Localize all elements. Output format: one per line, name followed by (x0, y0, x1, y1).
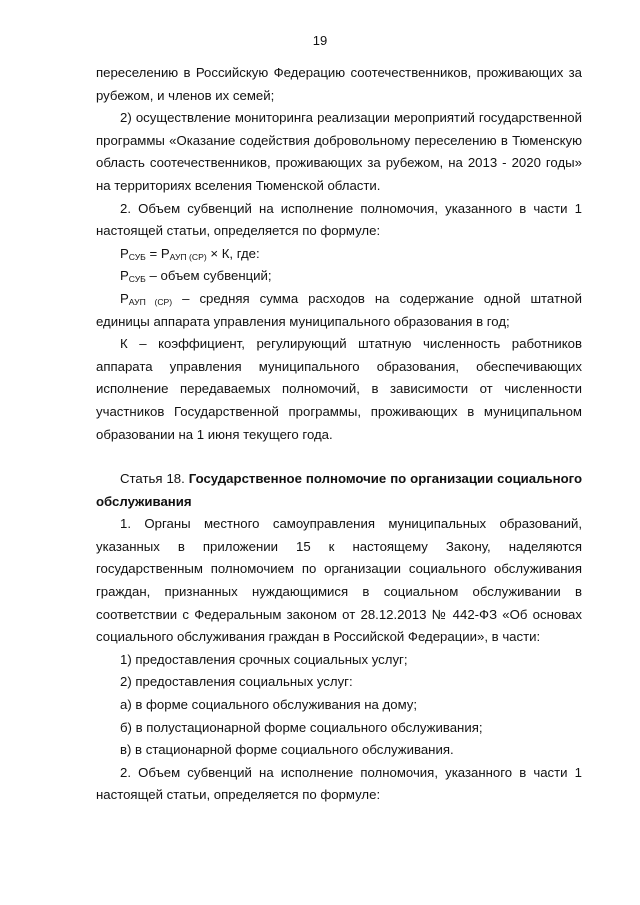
article-heading (96, 468, 582, 513)
list-item: в) в стационарной форме социального обслуживания. (120, 742, 454, 758)
list-item: а) в форме социального обслуживания на дому; (120, 697, 418, 713)
article-paragraph-1: 1. Органы местного самоуправления муниципальных образований, указанных в приложении 15 к настоящему Закону, наделяются государственным полномочием по организации социального обслуживания граждан, признанных нуждающимися в социальном обслуживании в соответствии с Федеральным законом от 28.12.2013 № 442-ФЗ «Об основах социального обслуживания граждан в Российской Федерации», в части: (96, 516, 582, 645)
list-item: б) в полустационарной форме социального обслуживания; (120, 719, 483, 735)
document-body (96, 62, 582, 807)
page-number: 19 (312, 33, 328, 48)
paragraph-continuation: переселению в Российскую Федерацию соотечественников, проживающих за рубежом, и членов их семей; (96, 65, 582, 103)
list-item: 2) предоставления социальных услуг: (120, 674, 353, 690)
spacer (96, 446, 582, 468)
list-item: 1) предоставления срочных социальных услуг; (120, 651, 408, 667)
formula-line: $Р_{СУБ} = Р_{АУП (СР)} \times К$, где: (120, 245, 260, 262)
paragraph-subvention-volume: 2. Объем субвенций на исполнение полномочия, указанного в части 1 настоящей статьи, определяется по формуле: (96, 200, 582, 239)
article-number: Статья 18. (120, 471, 189, 487)
article-paragraph-2: 2. Объем субвенций на исполнение полномочия, указанного в части 1 настоящей статьи, определяется по формуле: (96, 764, 582, 803)
definition-p-aup: $Р_{АУП (СР)}$ – средняя сумма расходов на содержание одной штатной единицы аппарата управления муниципального образования в год; (96, 290, 582, 329)
paragraph-item-2: 2) осуществление мониторинга реализации мероприятий государственной программы «Оказание содействия добровольному переселению в Тюменскую область соотечественников, проживающих за рубежом, на 2013 - 2020 годы» на территориях вселения Тюменской области. (96, 110, 582, 193)
article-title: Государственное полномочие по организации социального обслуживания (96, 471, 582, 509)
definition-p-sub: $Р_{СУБ}$ – объем субвенций; (120, 268, 272, 285)
definition-k: К – коэффициент, регулирующий штатную численность работников аппарата управления муниципального образования, обеспечивающих исполнение передаваемых полномочий, в зависимости от численности участников Государственной программы, проживающих в муниципальном образовании на 1 июня текущего года. (96, 336, 582, 442)
